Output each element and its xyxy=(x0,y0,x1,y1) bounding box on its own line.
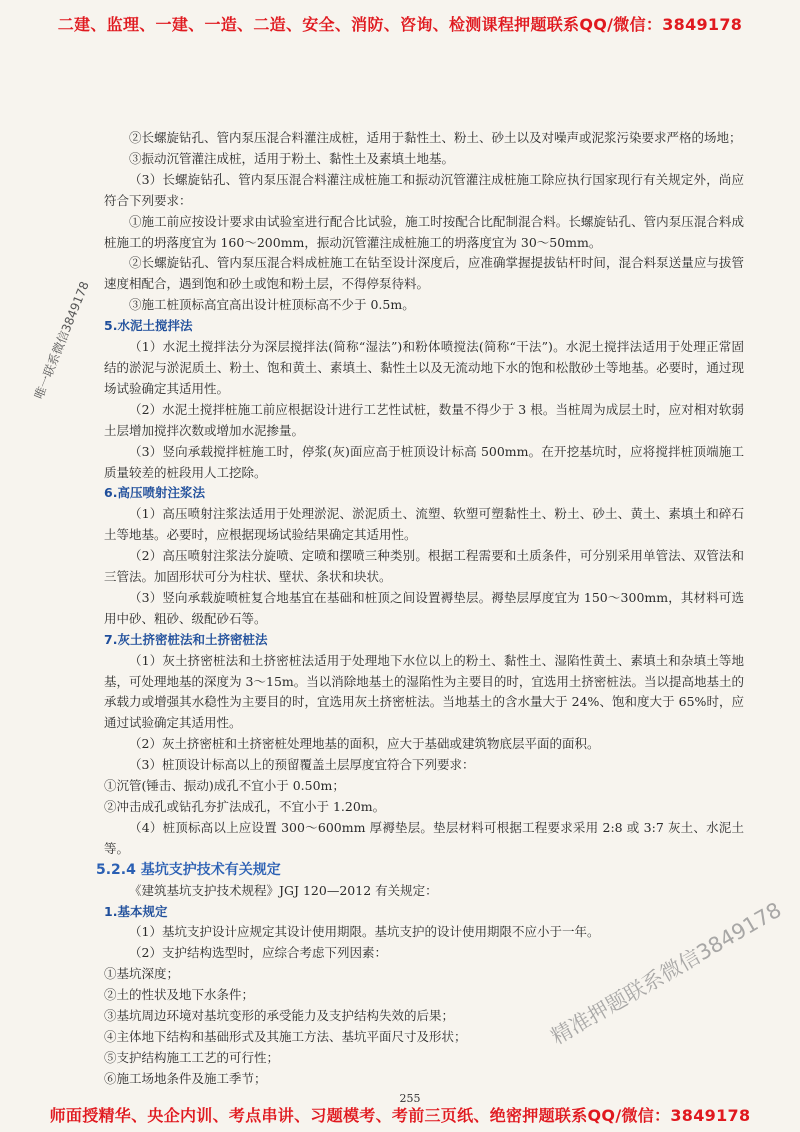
list-item: ④主体地下结构和基础形式及其施工方法、基坑平面尺寸及形状； xyxy=(104,1028,467,1044)
bottom-promo-banner: 师面授精华、央企内训、考点串讲、习题模考、考前三页纸、绝密押题联系QQ/微信：3849178 xyxy=(49,1106,751,1125)
section-heading: 5.2.4 基坑支护技术有关规定 xyxy=(96,861,281,878)
paragraph: （3）竖向承载搅拌桩施工时，停浆(灰)面应高于桩顶设计标高 500mm。在开挖基坑时，应将搅拌桩顶端施工质量较差的桩段用人工挖除。 xyxy=(104,443,744,480)
paragraph: （4）桩顶标高以上应设置 300～600mm 厚褥垫层。垫层材料可根据工程要求采用 2:8 或 3:7 灰土、水泥土等。 xyxy=(104,819,744,856)
subsection-heading: 7.灰土挤密桩法和土挤密桩法 xyxy=(104,631,268,647)
paragraph: （1）水泥土搅拌法分为深层搅拌法(简称“湿法”)和粉体喷搅法(简称“干法”)。水泥土搅拌法适用于处理正常固结的淤泥与淤泥质土、粉土、饱和黄土、素填土、黏性土以及无流动地下水的饱和松散砂土等地基。必要时，通过现场试验确定其适用性。 xyxy=(104,339,744,396)
paragraph: （2）水泥土搅拌桩施工前应根据设计进行工艺性试桩，数量不得少于 3 根。当桩周为成层土时，应对相对软弱土层增加搅拌次数或增加水泥掺量。 xyxy=(104,401,744,438)
diagonal-watermark: 精准押题联系微信3849178 xyxy=(547,897,786,1050)
list-item: ③基坑周边环境对基坑变形的承受能力及支护结构失效的后果； xyxy=(104,1008,455,1024)
paragraph: （3）桩顶设计标高以上的预留覆盖土层厚度宜符合下列要求： xyxy=(129,757,475,773)
list-item: ②冲击成孔或钻孔夯扩法成孔，不宜小于 1.20m。 xyxy=(104,799,386,814)
paragraph: （1）灰土挤密桩法和土挤密桩法适用于处理地下水位以上的粉土、黏性土、湿陷性黄土、素填土和杂填土等地基，可处理地基的深度为 3～15m。当以消除地基土的湿陷性为主要目的时，宜选用土挤密桩法。当以提高地基土的承载力或增强其水稳性为主要目的时，宜选用灰土挤密桩法。当地基土的含水量大于 24%、饱和度大于 65%时，应通过试验确定其适用性。 xyxy=(104,652,744,731)
list-item: ①基坑深度； xyxy=(104,966,180,982)
side-watermark: 唯一联系微信3849178 xyxy=(31,279,92,401)
paragraph: ①施工前应按设计要求由试验室进行配合比试验，施工时按配合比配制混合料。长螺旋钻孔、管内泵压混合料成桩施工的坍落度宜为 160～200mm，振动沉管灌注成桩施工的坍落度宜为 30～50mm。 xyxy=(104,213,744,250)
paragraph: ②长螺旋钻孔、管内泵压混合料成桩施工在钻至设计深度后，应准确掌握提拔钻杆时间，混合料泵送量应与拔管速度相配合，遇到饱和砂土或饱和粉土层，不得停泵待料。 xyxy=(104,255,744,292)
paragraph: （3）长螺旋钻孔、管内泵压混合料灌注成桩施工和振动沉管灌注成桩施工除应执行国家现行有关规定外，尚应符合下列要求： xyxy=(104,171,744,208)
list-item: ①沉管(锤击、振动)成孔不宜小于 0.50m； xyxy=(104,778,345,794)
paragraph: 《建筑基坑支护技术规程》JGJ 120—2012 有关规定： xyxy=(129,882,438,898)
paragraph: （2）灰土挤密桩和土挤密桩处理地基的面积，应大于基础或建筑物底层平面的面积。 xyxy=(129,736,600,752)
document-body xyxy=(96,128,744,1090)
list-item: ⑤支护结构施工工艺的可行性； xyxy=(104,1049,280,1065)
paragraph: （2）支护结构选型时，应综合考虑下列因素： xyxy=(129,945,387,961)
paragraph: （1）高压喷射注浆法适用于处理淤泥、淤泥质土、流塑、软塑可塑黏性土、粉土、砂土、黄土、素填土和碎石土等地基。必要时，应根据现场试验结果确定其适用性。 xyxy=(104,506,744,543)
list-item: ②土的性状及地下水条件； xyxy=(104,987,255,1003)
subsection-heading: 6.高压喷射注浆法 xyxy=(104,485,205,501)
paragraph: ②长螺旋钻孔、管内泵压混合料灌注成桩，适用于黏性土、粉土、砂土以及对噪声或泥浆污染要求严格的场地； xyxy=(129,130,742,145)
paragraph: （2）高压喷射注浆法分旋喷、定喷和摆喷三种类别。根据工程需要和土质条件，可分别采用单管法、双管法和三管法。加固形状可分为柱状、壁状、条状和块状。 xyxy=(104,548,744,585)
list-item: ⑥施工场地条件及施工季节； xyxy=(104,1070,267,1086)
paragraph: ③振动沉管灌注成桩，适用于粉土、黏性土及素填土地基。 xyxy=(129,150,455,166)
subsection-heading: 1.基本规定 xyxy=(104,903,168,919)
paragraph: （3）竖向承载旋喷桩复合地基宜在基础和桩顶之间设置褥垫层。褥垫层厚度宜为 150～300mm，其材料可选用中砂、粗砂、级配砂石等。 xyxy=(104,589,744,626)
paragraph: （1）基坑支护设计应规定其设计使用期限。基坑支护的设计使用期限不应小于一年。 xyxy=(129,924,600,940)
paragraph: ③施工桩顶标高宜高出设计桩顶标高不少于 0.5m。 xyxy=(129,297,415,313)
subsection-heading: 5.水泥土搅拌法 xyxy=(104,318,193,334)
page-number: 255 xyxy=(399,1092,421,1105)
top-promo-banner: 二建、监理、一建、一造、二造、安全、消防、咨询、检测课程押题联系QQ/微信：3849178 xyxy=(57,15,743,34)
